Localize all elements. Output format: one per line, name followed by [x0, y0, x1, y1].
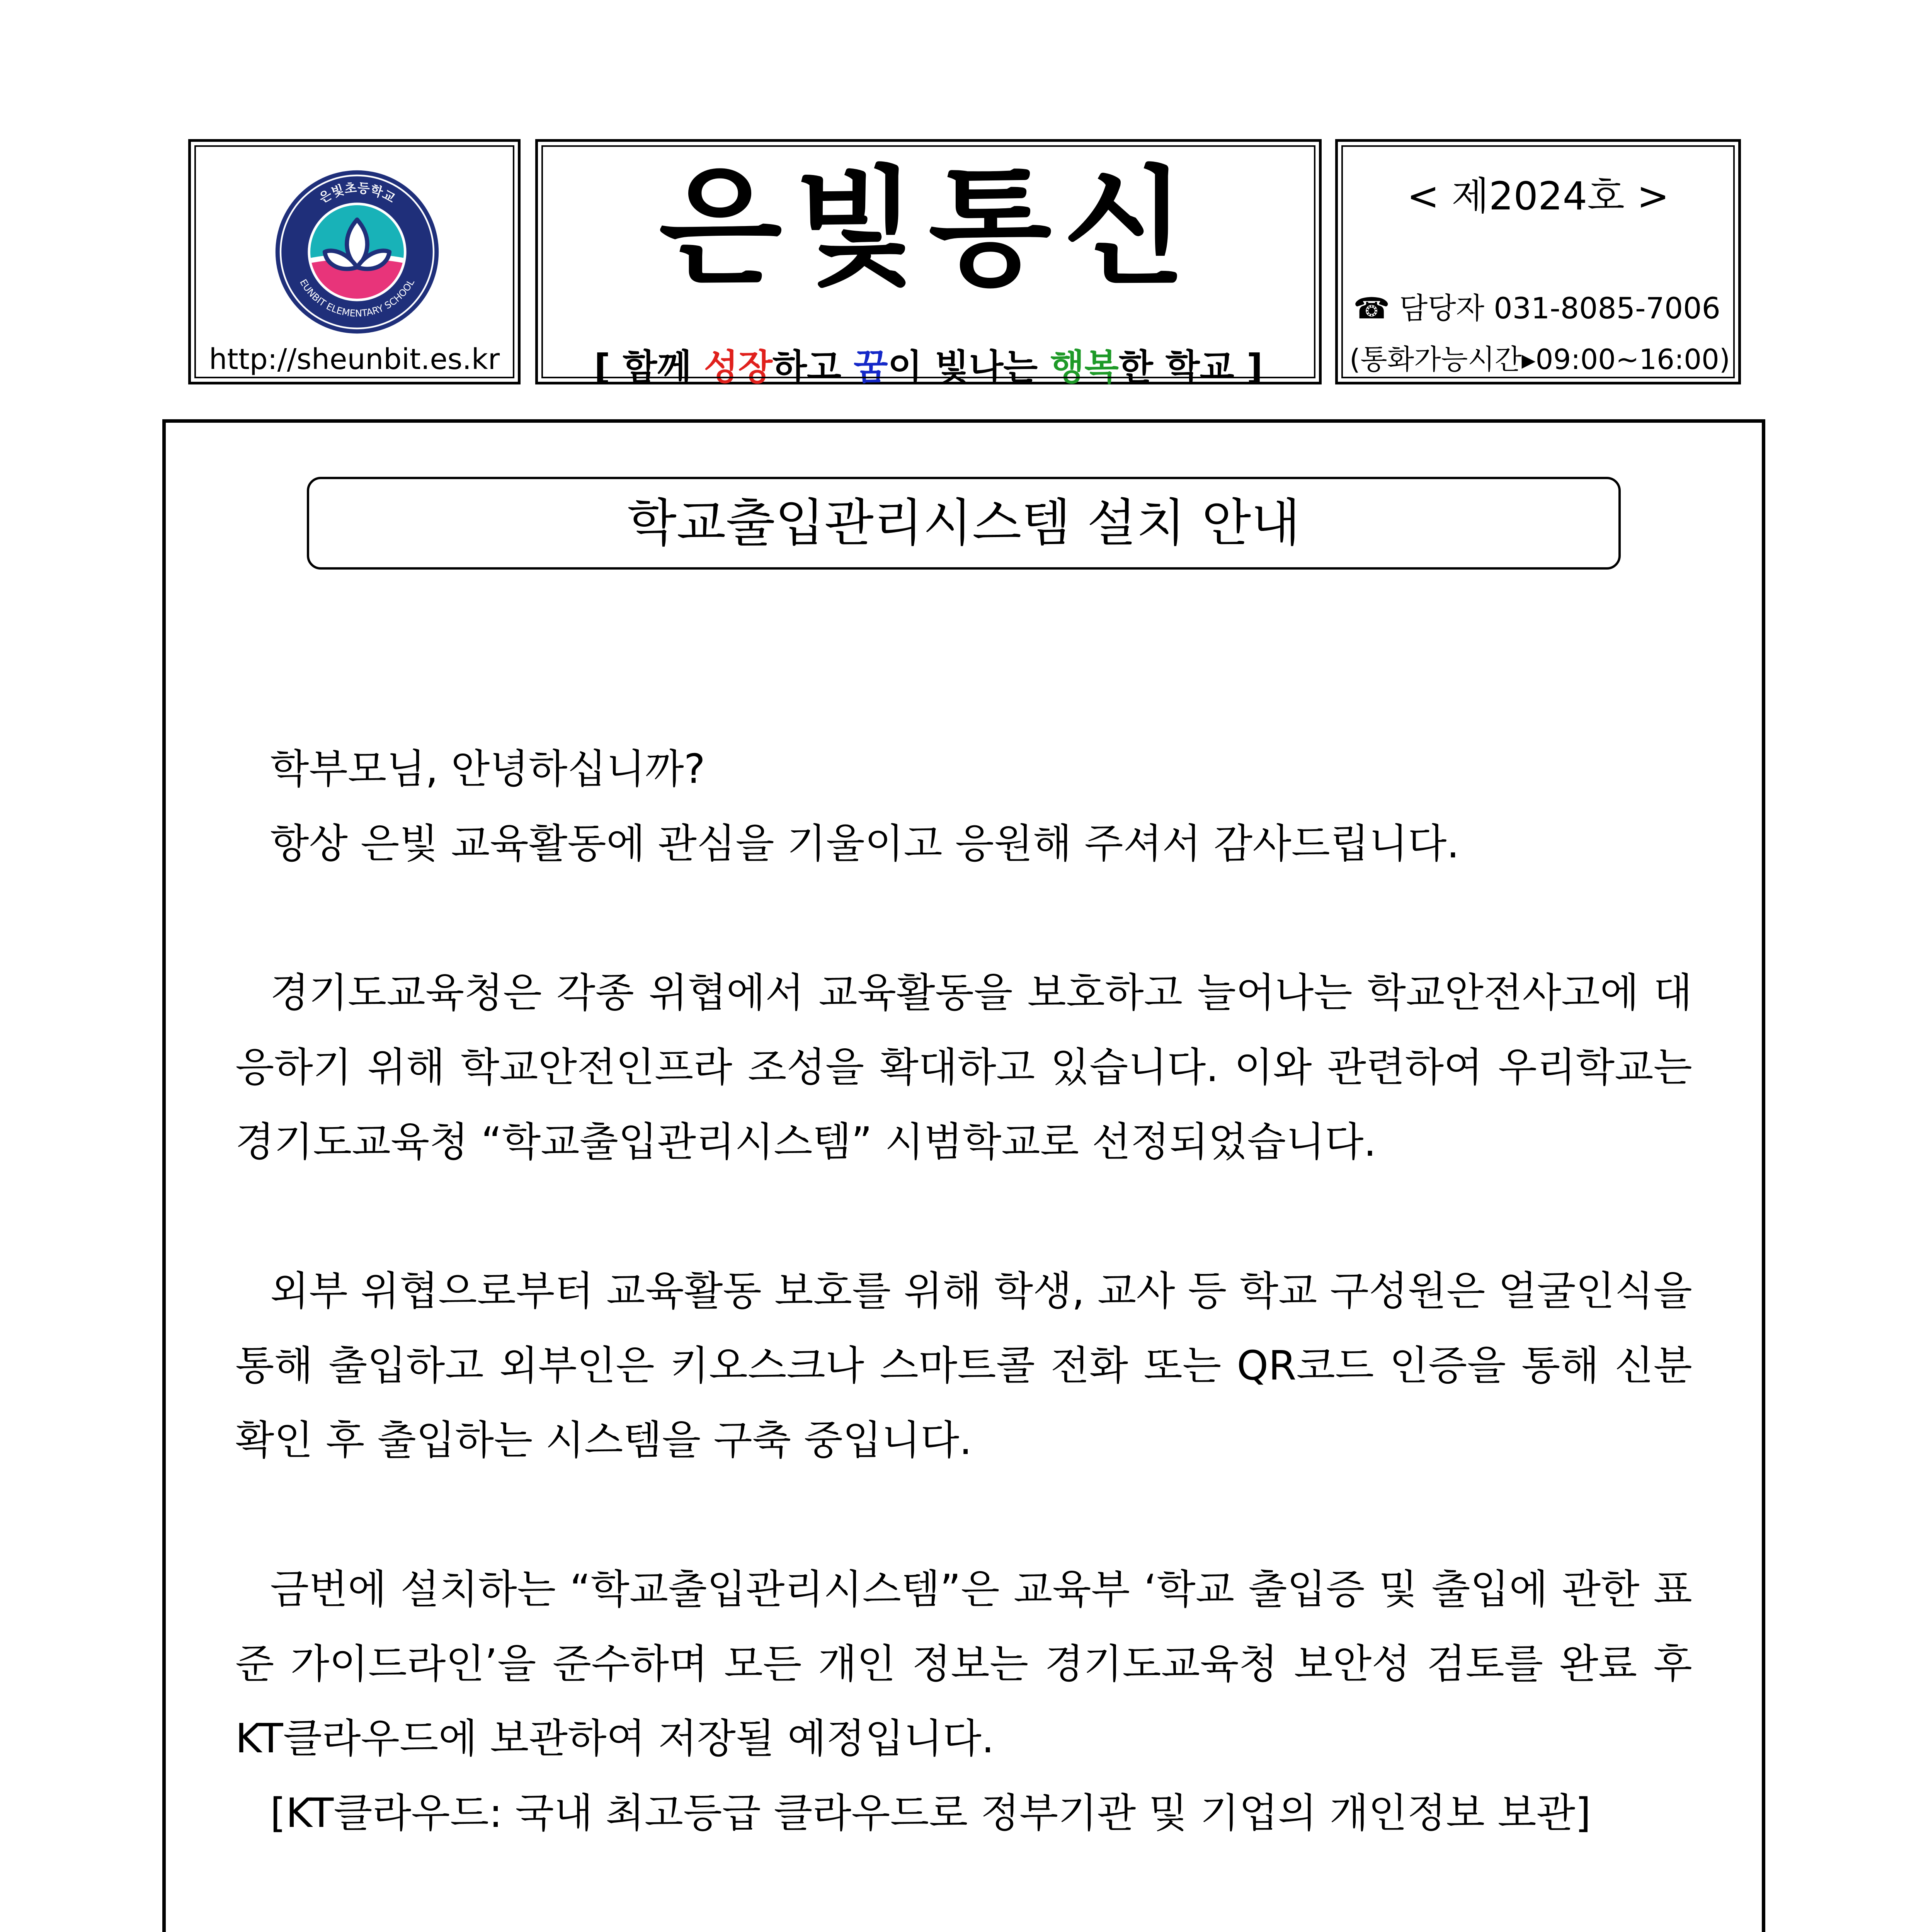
logo-box [188, 139, 521, 384]
svg-text:EUNBIT ELEMENTARY SCHOOL [298, 277, 417, 319]
motto-part-1: 함께 [623, 347, 704, 388]
issue-number: < 제2024호 > [1407, 173, 1669, 219]
newsletter-title: 은빛통신 [659, 154, 1198, 302]
motto-part-3: 이 빛나는 [888, 347, 1050, 388]
phone-icon: ☎ [1353, 291, 1390, 325]
motto-part-4: 한 학교 [1118, 347, 1234, 388]
motto-word-dream: 꿈 [853, 347, 888, 388]
motto-part-2: 하고 [772, 347, 854, 388]
motto-word-happiness: 행복 [1050, 347, 1119, 388]
paragraph-pilot-school: 경기도교육청은 각종 위협에서 교육활동을 보호하고 늘어나는 학교안전사고에 대응하기 위해 학교안전인프라 조성을 확대하고 있습니다. 이와 관련하여 우리학교는 경기도교육청 “학교출입관리시스템” 시범학교로 선정되었습니다. [235, 969, 1692, 1165]
motto-open-bracket: [ [594, 347, 623, 388]
notice-body [235, 732, 1692, 1932]
motto-word-growth: 성장 [704, 347, 773, 388]
school-emblem-icon [272, 167, 442, 337]
cloud-note: [KT클라우드: 국내 최고등급 클라우드로 정부기관 및 기업의 개인정보 보관] [270, 1789, 1591, 1837]
motto-close-bracket: ] [1234, 347, 1263, 388]
paragraph-system-description: 외부 위협으로부터 교육활동 보호를 위해 학생, 교사 등 학교 구성원은 얼굴인식을 통해 출입하고 외부인은 키오스크나 스마트콜 전화 또는 QR코드 인증을 통해 신분 확인 후 출입하는 시스템을 구축 중입니다. [235, 1267, 1692, 1464]
svg-text:은빛초등학교 [316, 180, 398, 206]
thanks-line: 항상 은빛 교육활동에 관심을 기울이고 응원해 주셔서 감사드립니다. [270, 820, 1460, 867]
school-url[interactable]: http://sheunbit.es.kr [209, 343, 500, 376]
contact-info [1353, 285, 1720, 327]
logo-ring-text-ko: 은빛초등학교 [316, 180, 398, 206]
call-hours: (통화가능시간▸09:00~16:00) [1349, 343, 1730, 376]
newsletter-title-box [535, 139, 1322, 388]
school-motto [538, 339, 1319, 390]
notice-title: 학교출입관리시스템 설치 안내 [307, 477, 1621, 570]
logo-ring-text-en: EUNBIT ELEMENTARY SCHOOL [298, 277, 417, 319]
paragraph-privacy: 금번에 설치하는 “학교출입관리시스템”은 교육부 ‘학교 출입증 및 출입에 관한 표준 가이드라인’을 준수하며 모든 개인 정보는 경기도교육청 보안성 검토를 완료 후 KT클라우드에 보관하여 저장될 예정입니다. [235, 1566, 1692, 1762]
issue-info-box [1335, 139, 1741, 384]
notice-frame [162, 419, 1765, 1932]
greeting: 학부모님, 안녕하십니까? [270, 745, 705, 793]
contact-text: 담당자 031-8085-7006 [1399, 291, 1720, 325]
paragraph-closing [235, 1925, 1692, 1932]
